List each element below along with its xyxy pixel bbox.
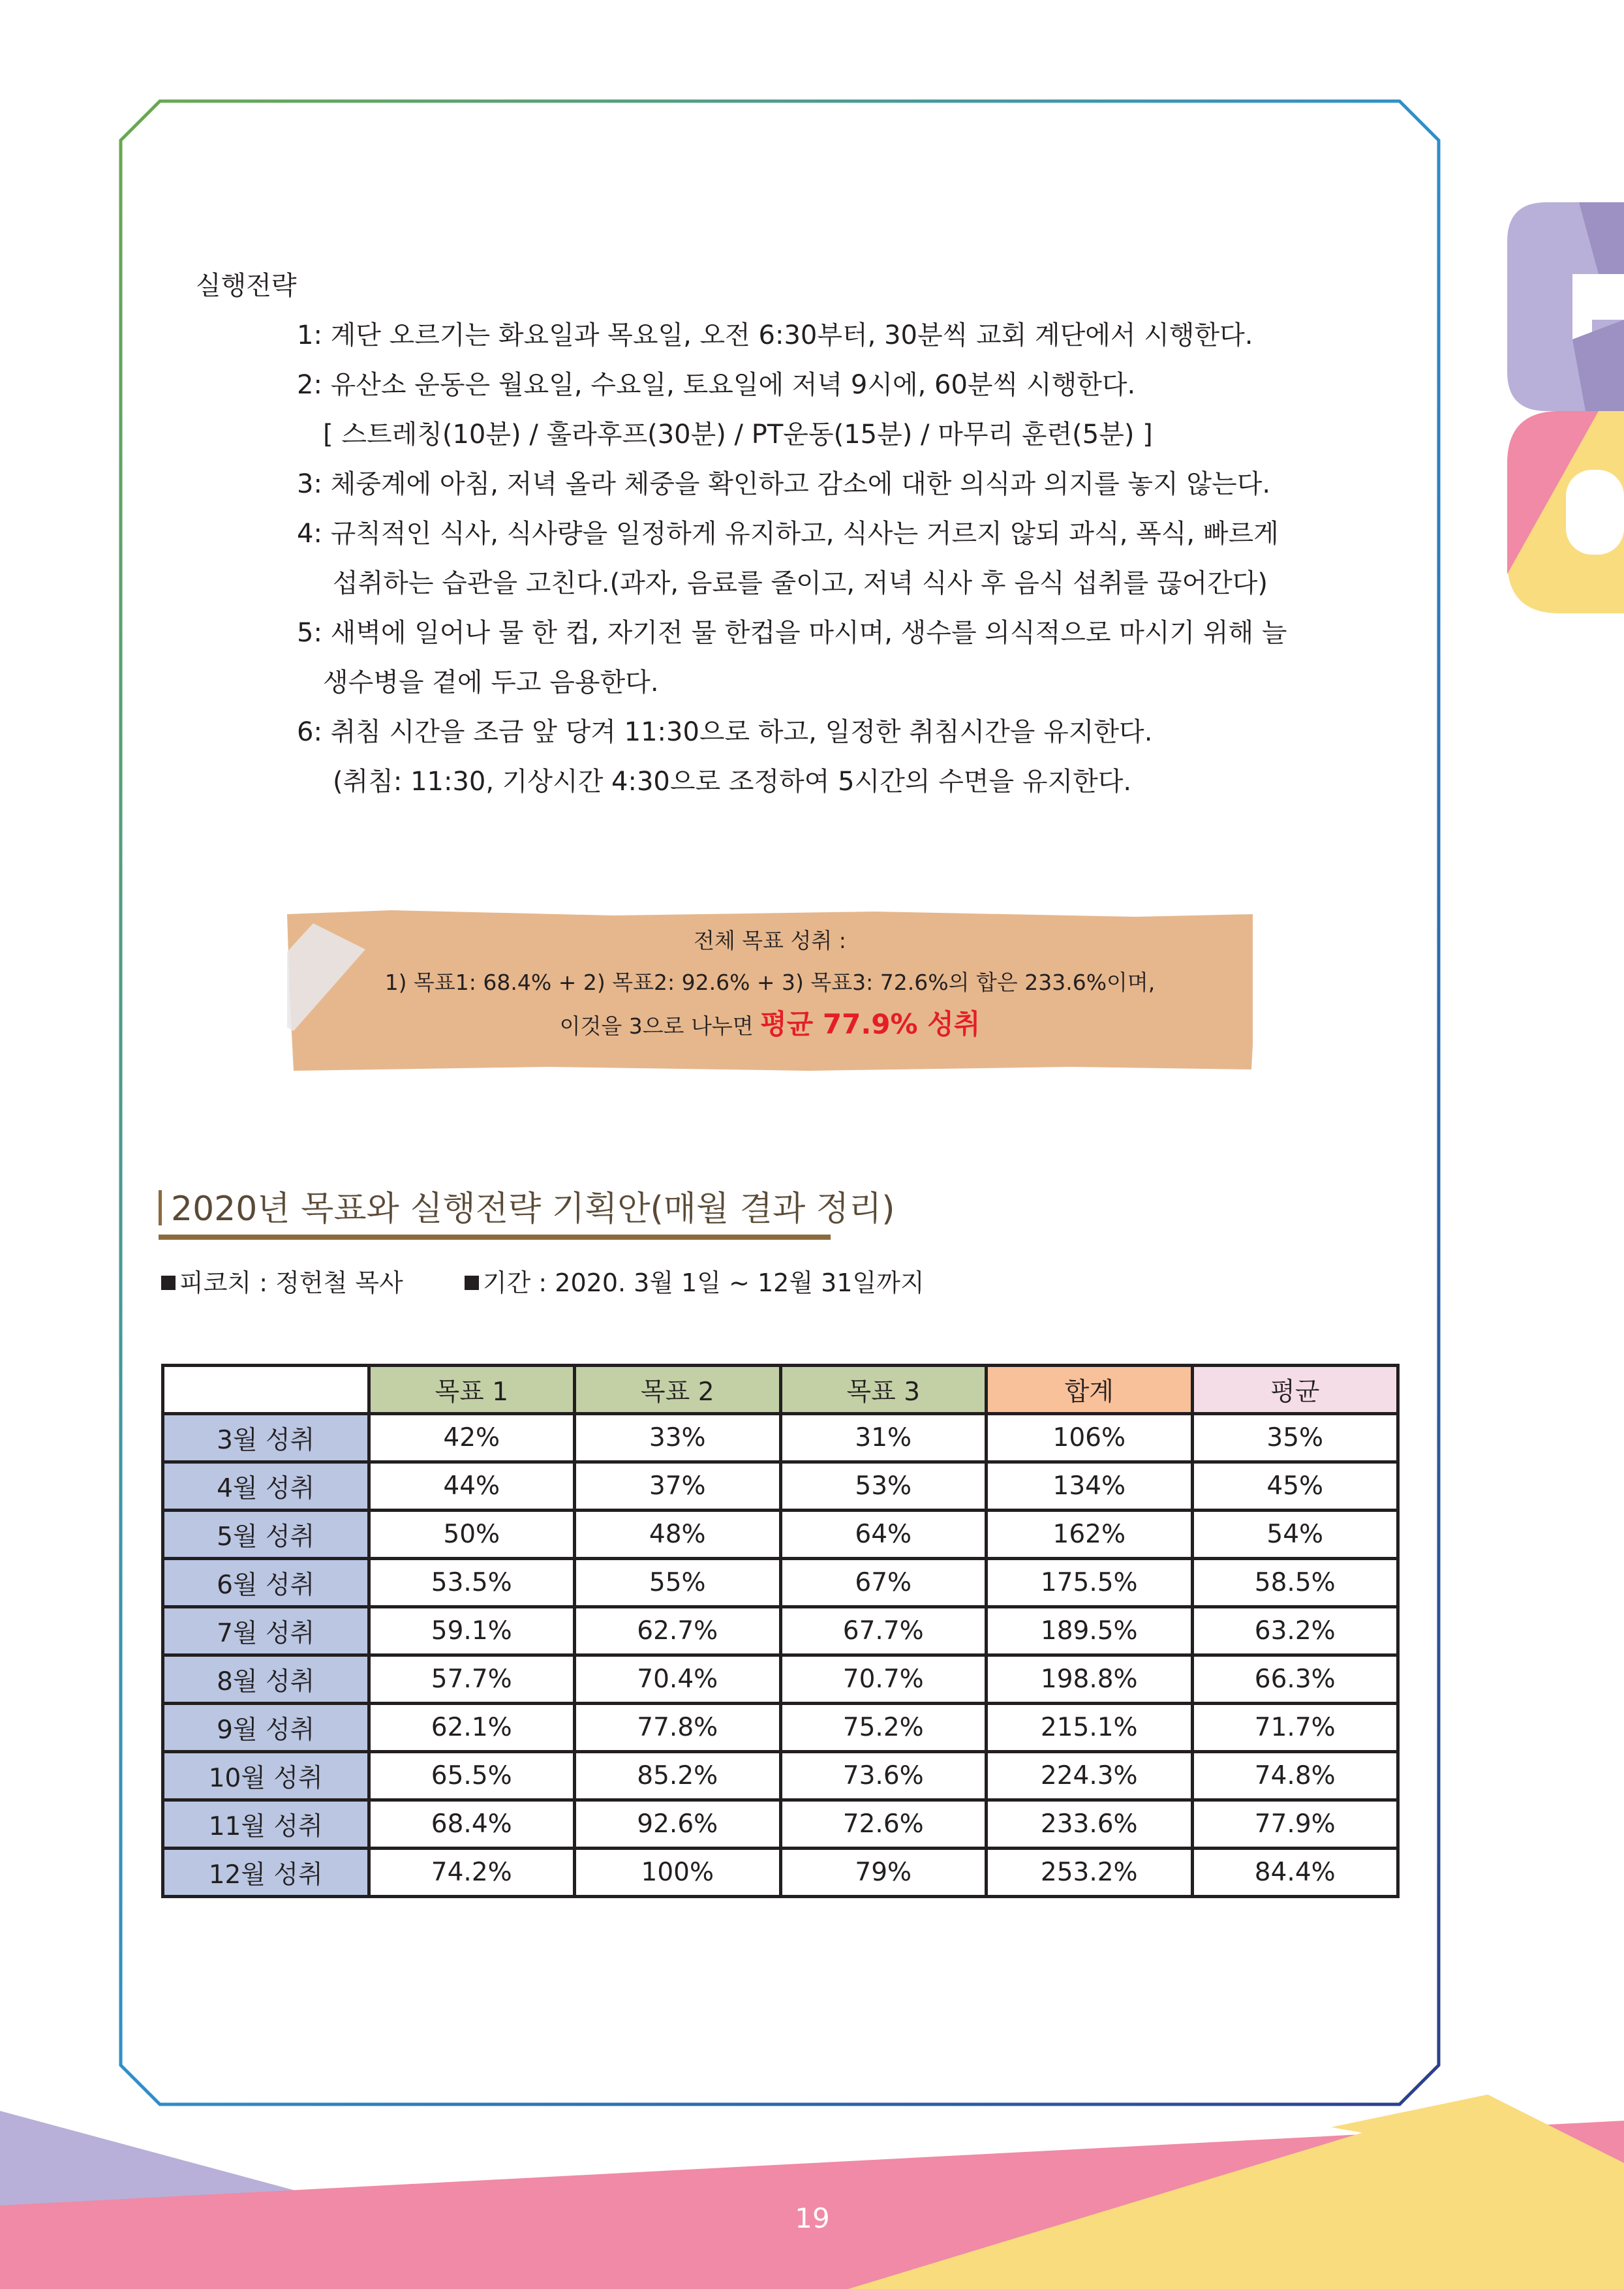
table-cell: 55% — [575, 1559, 781, 1607]
table-cell: 253.2% — [987, 1849, 1193, 1897]
table-cell: 59.1% — [369, 1607, 575, 1655]
table-cell: 67.7% — [780, 1607, 987, 1655]
strategy-line-4b: 섭취하는 습관을 고친다.(과자, 음료를 줄이고, 저녁 식사 후 음식 섭취를 끊어간다) — [333, 568, 1268, 598]
table-cell: 74.2% — [369, 1849, 575, 1897]
plan-title-text: 2020년 목표와 실행전략 기획안(매월 결과 정리) — [171, 1190, 895, 1229]
table-row — [163, 1800, 1398, 1849]
strategy-line-5b: 생수병을 곁에 두고 음용한다. — [323, 668, 659, 698]
table-cell: 63.2% — [1192, 1607, 1398, 1655]
strategy-line-6: 6: 취침 시간을 조금 앞 당겨 11:30으로 하고, 일정한 취침시간을 유지한다. — [297, 717, 1153, 747]
table-cell: 73.6% — [780, 1752, 987, 1800]
table-row — [163, 1414, 1398, 1462]
row-label: 12월 성취 — [163, 1849, 369, 1897]
table-cell: 85.2% — [575, 1752, 781, 1800]
table-cell: 62.7% — [575, 1607, 781, 1655]
strategy-heading: 실행전략 — [196, 271, 297, 301]
table-cell: 100% — [575, 1849, 781, 1897]
header-goal-3: 목표 3 — [780, 1366, 987, 1414]
table-cell: 134% — [987, 1462, 1193, 1511]
table-cell: 48% — [575, 1511, 781, 1559]
header-blank — [163, 1366, 369, 1414]
table-cell: 58.5% — [1192, 1559, 1398, 1607]
table-cell: 162% — [987, 1511, 1193, 1559]
table-cell: 92.6% — [575, 1800, 781, 1849]
table-header-row — [163, 1366, 1398, 1414]
period-label: 기간 : 2020. 3월 1일 ~ 12월 31일까지 — [482, 1268, 925, 1297]
table-cell: 50% — [369, 1511, 575, 1559]
table-cell: 53% — [780, 1462, 987, 1511]
row-label: 5월 성취 — [163, 1511, 369, 1559]
table-cell: 70.4% — [575, 1655, 781, 1704]
strategy-line-2b: [ 스트레칭(10분) / 훌라후프(30분) / PT운동(15분) / 마무리 훈련(5분) ] — [323, 420, 1153, 450]
table-cell: 233.6% — [987, 1800, 1193, 1849]
header-sum: 합계 — [987, 1366, 1193, 1414]
strategy-line-3: 3: 체중계에 아침, 저녁 올라 체중을 확인하고 감소에 대한 의식과 의지를 놓지 않는다. — [297, 469, 1271, 499]
row-label: 11월 성취 — [163, 1800, 369, 1849]
row-label: 6월 성취 — [163, 1559, 369, 1607]
coach-label: 피코치 : 정헌철 목사 — [179, 1268, 403, 1297]
note-text — [287, 920, 1253, 1047]
row-label: 8월 성취 — [163, 1655, 369, 1704]
square-bullet-icon — [465, 1276, 479, 1290]
plan-title-underline — [159, 1235, 831, 1240]
table-row — [163, 1607, 1398, 1655]
table-cell: 35% — [1192, 1414, 1398, 1462]
page-number: 19 — [795, 2202, 830, 2234]
table-cell: 79% — [780, 1849, 987, 1897]
table-cell: 31% — [780, 1414, 987, 1462]
header-goal-1: 목표 1 — [369, 1366, 575, 1414]
table-cell: 72.6% — [780, 1800, 987, 1849]
table-cell: 53.5% — [369, 1559, 575, 1607]
table-cell: 106% — [987, 1414, 1193, 1462]
table-row — [163, 1559, 1398, 1607]
strategy-line-6b: (취침: 11:30, 기상시간 4:30으로 조정하여 5시간의 수면을 유지한다. — [333, 767, 1132, 797]
table-row — [163, 1752, 1398, 1800]
row-label: 4월 성취 — [163, 1462, 369, 1511]
table-cell: 65.5% — [369, 1752, 575, 1800]
table-cell: 42% — [369, 1414, 575, 1462]
strategy-line-2: 2: 유산소 운동은 월요일, 수요일, 토요일에 저녁 9시에, 60분씩 시행한다. — [297, 370, 1136, 400]
table-cell: 198.8% — [987, 1655, 1193, 1704]
note-line-3-prefix: 이것을 3으로 나누면 — [559, 1013, 761, 1039]
table-row — [163, 1655, 1398, 1704]
bottom-decoration — [0, 2075, 1624, 2289]
letter-o-decoration — [1507, 411, 1624, 613]
table-cell: 75.2% — [780, 1704, 987, 1752]
table-cell: 74.8% — [1192, 1752, 1398, 1800]
letter-g-decoration — [1507, 202, 1624, 411]
table-cell: 77.9% — [1192, 1800, 1398, 1849]
row-label: 9월 성취 — [163, 1704, 369, 1752]
table-cell: 215.1% — [987, 1704, 1193, 1752]
table-cell: 224.3% — [987, 1752, 1193, 1800]
table-cell: 44% — [369, 1462, 575, 1511]
plan-title — [159, 1181, 895, 1230]
table-cell: 67% — [780, 1559, 987, 1607]
table-cell: 175.5% — [987, 1559, 1193, 1607]
table-cell: 64% — [780, 1511, 987, 1559]
note-emphasis: 평균 77.9% 성취 — [760, 1008, 981, 1040]
square-bullet-icon — [161, 1276, 176, 1290]
note-line-2: 1) 목표1: 68.4% + 2) 목표2: 92.6% + 3) 목표3: 72.6%의 합은 233.6%이며, — [384, 970, 1156, 995]
row-label: 10월 성취 — [163, 1752, 369, 1800]
table-cell: 77.8% — [575, 1704, 781, 1752]
title-bar-marker — [159, 1190, 162, 1225]
table-cell: 57.7% — [369, 1655, 575, 1704]
table-cell: 68.4% — [369, 1800, 575, 1849]
table-row — [163, 1704, 1398, 1752]
table-row — [163, 1511, 1398, 1559]
table-cell: 84.4% — [1192, 1849, 1398, 1897]
note-line-3 — [287, 1004, 1253, 1047]
table-cell: 70.7% — [780, 1655, 987, 1704]
plan-meta — [161, 1263, 925, 1298]
strategy-line-5: 5: 새벽에 일어나 물 한 컵, 자기전 물 한컵을 마시며, 생수를 의식적으로 마시기 위해 늘 — [297, 618, 1287, 648]
side-letters-decoration — [1501, 196, 1624, 613]
table-cell: 71.7% — [1192, 1704, 1398, 1752]
table-cell: 54% — [1192, 1511, 1398, 1559]
table-cell: 66.3% — [1192, 1655, 1398, 1704]
strategy-line-1: 1: 계단 오르기는 화요일과 목요일, 오전 6:30부터, 30분씩 교회 계단에서 시행한다. — [297, 320, 1253, 350]
table-cell: 37% — [575, 1462, 781, 1511]
results-table — [161, 1364, 1400, 1898]
table-cell: 33% — [575, 1414, 781, 1462]
row-label: 7월 성취 — [163, 1607, 369, 1655]
header-goal-2: 목표 2 — [575, 1366, 781, 1414]
table-cell: 45% — [1192, 1462, 1398, 1511]
table-row — [163, 1462, 1398, 1511]
table-row — [163, 1849, 1398, 1897]
table-cell: 62.1% — [369, 1704, 575, 1752]
header-average: 평균 — [1192, 1366, 1398, 1414]
note-line-1: 전체 목표 성취 : — [694, 928, 846, 953]
strategy-line-4: 4: 규칙적인 식사, 식사량을 일정하게 유지하고, 식사는 거르지 않되 과식, 폭식, 빠르게 — [297, 519, 1279, 549]
table-cell: 189.5% — [987, 1607, 1193, 1655]
row-label: 3월 성취 — [163, 1414, 369, 1462]
